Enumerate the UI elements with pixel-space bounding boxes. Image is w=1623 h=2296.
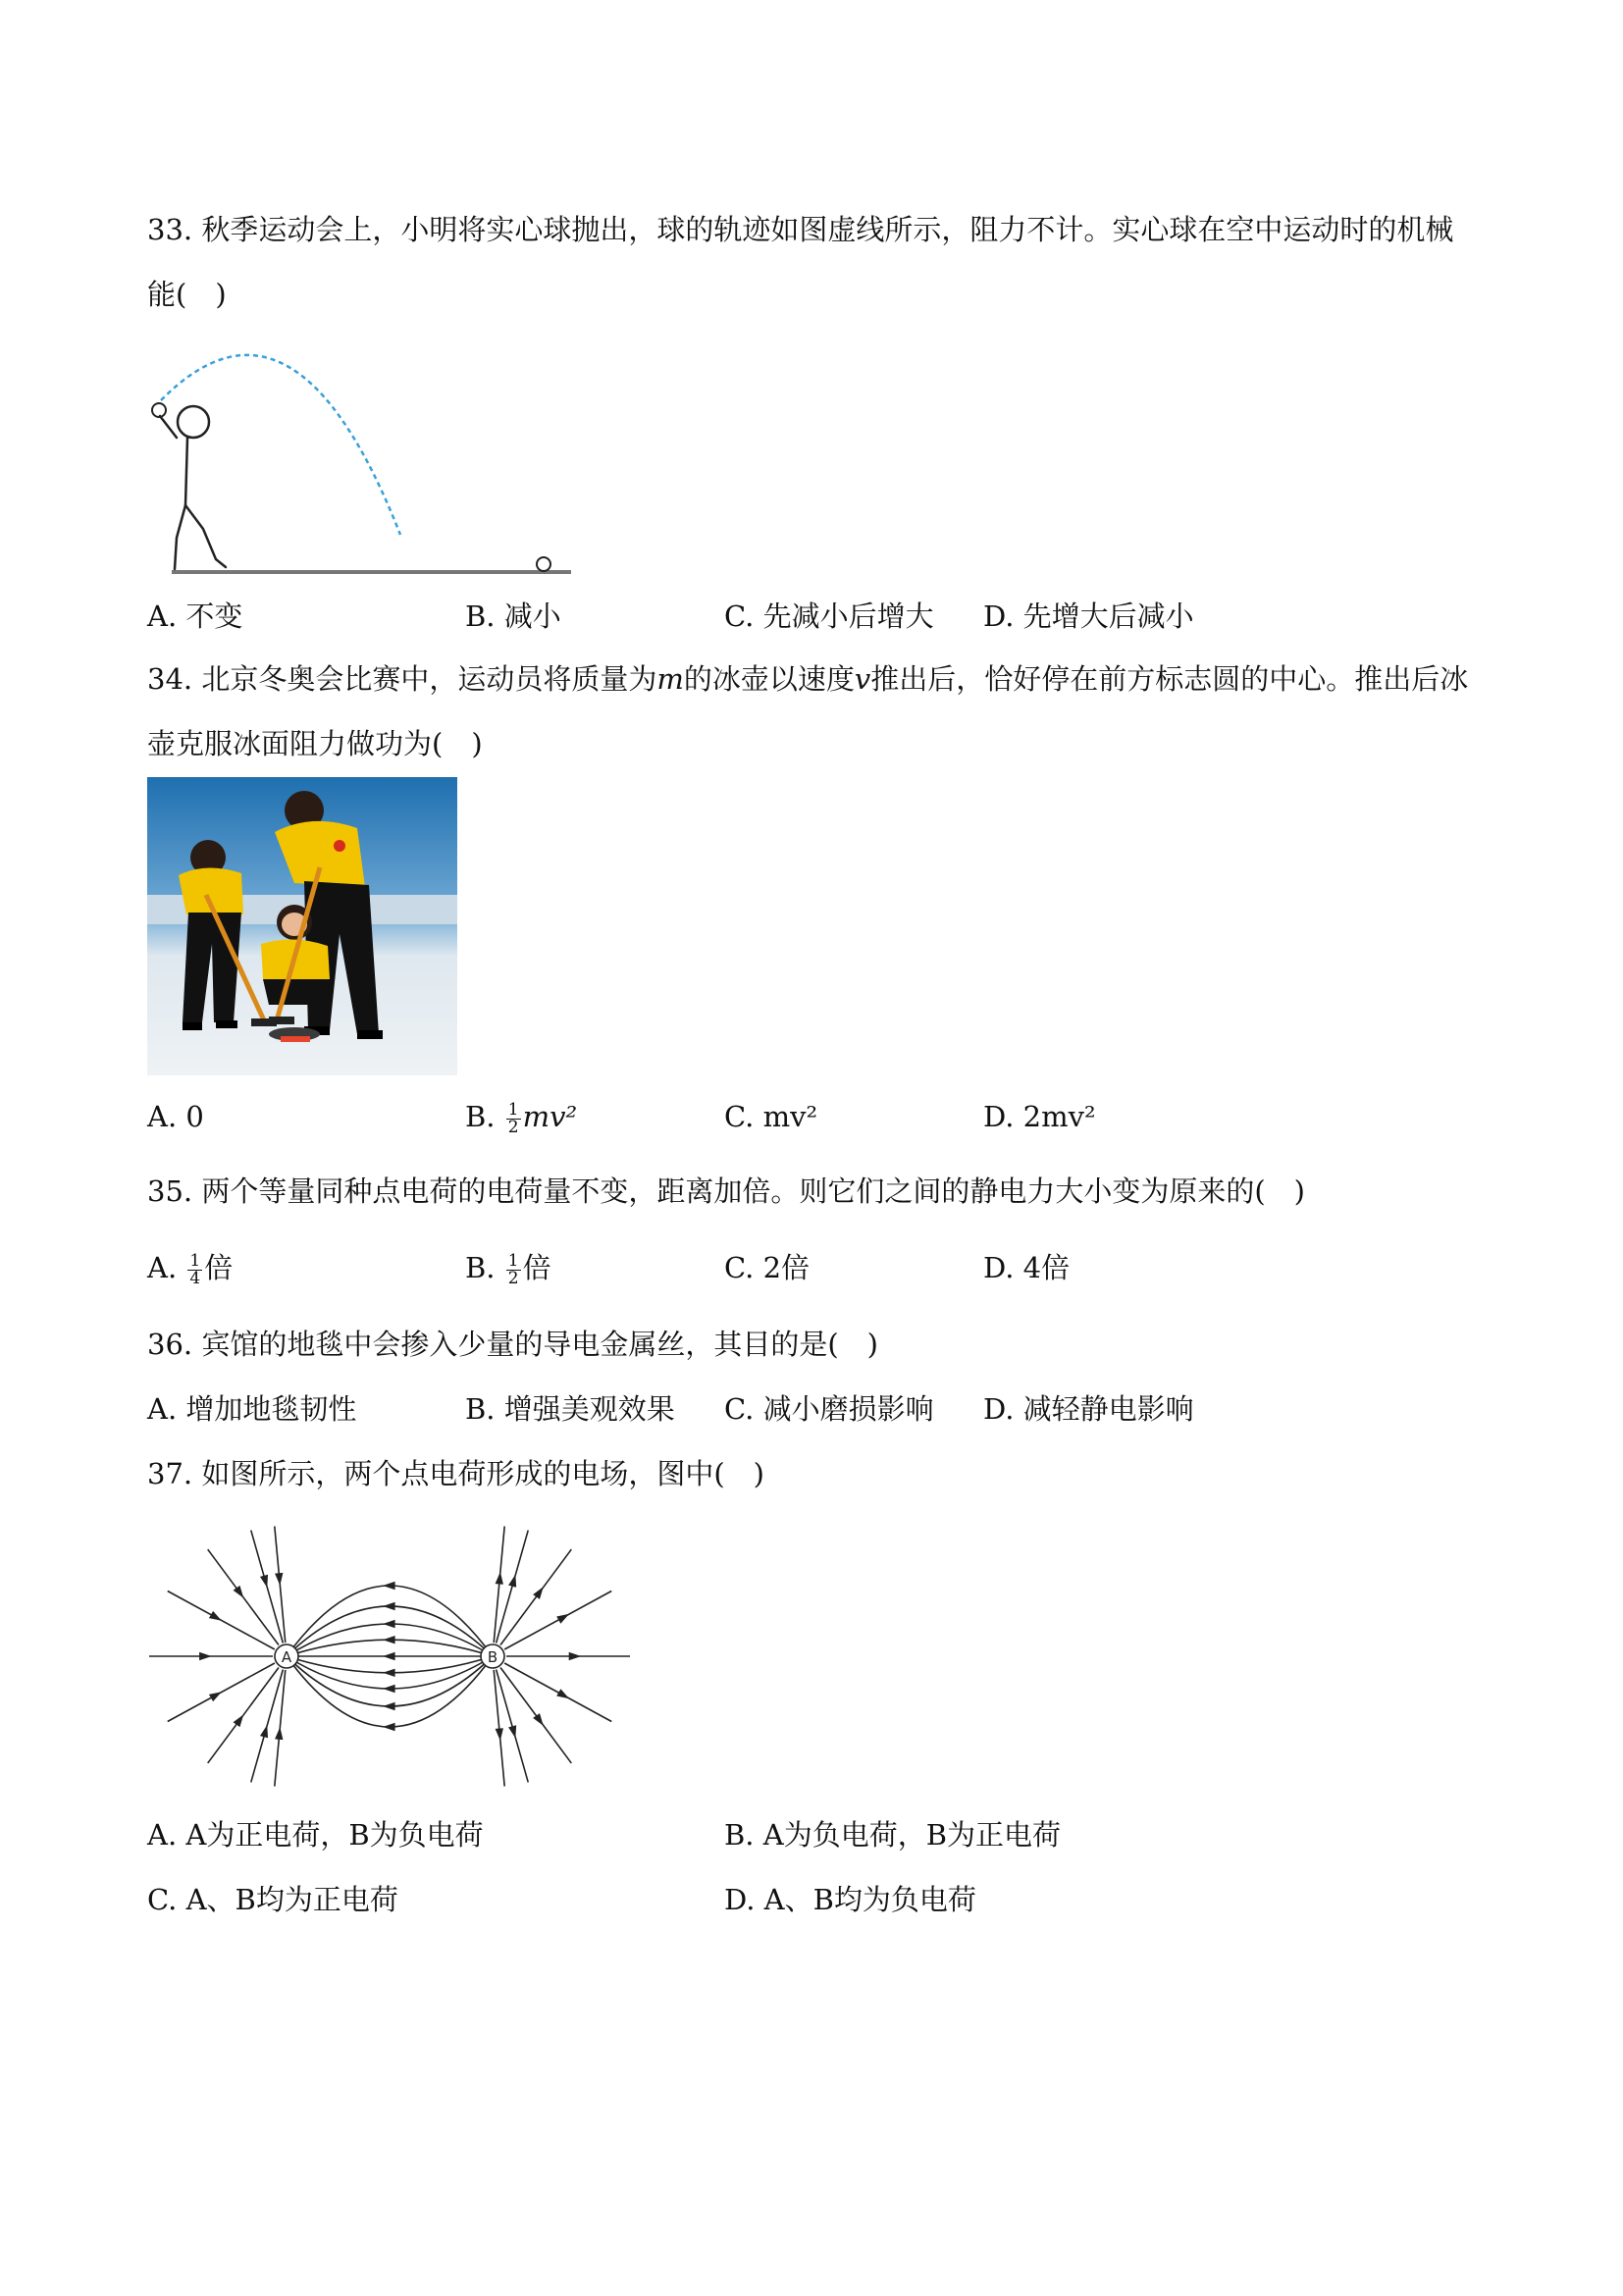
q34-option-b-prefix: B. — [465, 1100, 504, 1133]
fraction-quarter — [187, 1250, 202, 1288]
q37-option-a[interactable]: A. A为正电荷，B为负电荷 — [147, 1818, 484, 1852]
fraction-numerator: 1 — [507, 1099, 519, 1120]
q37-stem: 37. 如图所示，两个点电荷形成的电场，图中( ) — [147, 1457, 764, 1490]
q33-option-d[interactable]: D. 先增大后减小 — [983, 600, 1194, 633]
field-arrow — [533, 1713, 544, 1726]
field-arrow — [383, 1652, 395, 1660]
field-arrow — [260, 1575, 268, 1588]
q33-option-c[interactable]: C. 先减小后增大 — [724, 600, 934, 633]
ball-at-hand — [152, 403, 166, 417]
fraction-numerator: 1 — [189, 1250, 201, 1271]
field-arrow — [234, 1714, 244, 1727]
q35-option-a-prefix: A. — [147, 1251, 186, 1284]
q33-option-b[interactable]: B. 减小 — [465, 600, 561, 633]
q36-stem: 36. 宾馆的地毯中会掺入少量的导电金属丝，其目的是( ) — [147, 1328, 878, 1361]
q34-option-b[interactable] — [465, 1097, 577, 1136]
field-line-ray — [494, 1527, 504, 1644]
q35-option-c[interactable]: C. 2倍 — [724, 1251, 811, 1284]
q34-stem-line1 — [147, 659, 1468, 699]
field-line-connecting — [287, 1606, 493, 1656]
q34-stem-line2: 壶克服冰面阻力做功为( ) — [147, 727, 483, 760]
q37-option-d[interactable]: D. A、B均为负电荷 — [724, 1883, 976, 1916]
field-arrow — [383, 1685, 395, 1693]
field-line-connecting — [287, 1656, 493, 1706]
field-arrow — [234, 1586, 244, 1598]
field-arrow — [275, 1727, 283, 1740]
field-arrow — [383, 1602, 395, 1610]
field-arrow — [383, 1620, 395, 1628]
fraction-numerator: 1 — [507, 1250, 519, 1271]
electric-field-diagram — [147, 1511, 638, 1805]
field-arrow — [556, 1614, 569, 1624]
field-line-ray — [494, 1670, 504, 1787]
ball-landed — [537, 557, 550, 571]
field-line-connecting — [287, 1586, 493, 1656]
field-line-ray — [497, 1531, 529, 1644]
field-line-connecting — [287, 1656, 493, 1727]
ball-trajectory — [161, 355, 400, 535]
q35-option-a-suffix: 倍 — [204, 1251, 234, 1284]
q34-option-c[interactable]: C. mv² — [724, 1100, 818, 1133]
q35-option-d[interactable]: D. 4倍 — [983, 1251, 1071, 1284]
q35-option-a[interactable] — [147, 1248, 233, 1287]
charge-a-label: A — [281, 1648, 292, 1666]
field-arrow — [383, 1723, 395, 1731]
q35-option-b-suffix: 倍 — [522, 1251, 551, 1284]
field-arrow — [496, 1572, 503, 1585]
symbol-m: m — [656, 662, 684, 696]
q35-option-b[interactable] — [465, 1248, 551, 1287]
q36-option-b[interactable]: B. 增强美观效果 — [465, 1392, 675, 1426]
q35-stem: 35. 两个等量同种点电荷的电荷量不变，距离加倍。则它们之间的静电力大小变为原来的( ) — [147, 1174, 1305, 1208]
field-arrow — [508, 1725, 516, 1738]
q37-option-c[interactable]: C. A、B均为正电荷 — [147, 1883, 398, 1916]
q36-option-c[interactable]: C. 减小磨损影响 — [724, 1392, 934, 1426]
q37-option-b[interactable]: B. A为负电荷，B为正电荷 — [724, 1818, 1062, 1852]
field-line-ray — [500, 1667, 571, 1762]
field-arrow — [569, 1652, 582, 1660]
q34-option-a[interactable]: A. 0 — [147, 1100, 204, 1133]
charge-b-label: B — [487, 1648, 498, 1666]
q34-option-b-expr: mv² — [522, 1100, 578, 1133]
stick-figure — [160, 406, 226, 569]
q33-stem-line2: 能( ) — [147, 278, 227, 311]
field-arrow — [533, 1587, 544, 1599]
field-line-connecting — [287, 1640, 493, 1656]
symbol-v: v — [854, 662, 871, 696]
q34-stem-part1: 34. 北京冬奥会比赛中，运动员将质量为 — [147, 662, 657, 696]
q36-option-a[interactable]: A. 增加地毯韧性 — [147, 1392, 357, 1426]
q33-option-a[interactable]: A. 不变 — [147, 600, 243, 633]
curling-photo — [147, 777, 457, 1075]
field-line-ray — [504, 1592, 611, 1650]
fraction-denominator: 4 — [189, 1268, 201, 1288]
q33-stem-line1: 33. 秋季运动会上，小明将实心球抛出，球的轨迹如图虚线所示，阻力不计。实心球在空中运动时的机械 — [147, 213, 1454, 246]
field-arrow — [496, 1728, 503, 1741]
fraction-denominator: 2 — [507, 1268, 519, 1288]
fraction-denominator: 2 — [507, 1117, 519, 1137]
field-line-ray — [504, 1663, 611, 1722]
field-arrow — [383, 1702, 395, 1710]
fraction-half — [506, 1250, 521, 1288]
field-arrow — [260, 1725, 268, 1738]
field-arrow — [383, 1669, 395, 1677]
field-line-ray — [497, 1670, 529, 1783]
field-arrow — [199, 1652, 212, 1660]
field-arrow — [383, 1636, 395, 1644]
field-arrow — [275, 1573, 283, 1586]
field-line-connecting — [287, 1656, 493, 1673]
field-arrow — [209, 1611, 222, 1621]
field-line-ray — [500, 1549, 571, 1644]
q34-option-d[interactable]: D. 2mv² — [983, 1100, 1096, 1133]
field-arrow — [508, 1574, 516, 1587]
q34-stem-part3: 推出后，恰好停在前方标志圆的中心。推出后冰 — [870, 662, 1469, 696]
q36-option-d[interactable]: D. 减轻静电影响 — [983, 1392, 1194, 1426]
q35-option-b-prefix: B. — [465, 1251, 504, 1284]
fraction-half — [506, 1099, 521, 1137]
shot-put-figure — [147, 324, 579, 579]
field-arrow — [556, 1689, 569, 1698]
q34-stem-part2: 的冰壶以速度 — [683, 662, 855, 696]
field-arrow — [209, 1692, 222, 1701]
field-arrow — [383, 1582, 395, 1590]
